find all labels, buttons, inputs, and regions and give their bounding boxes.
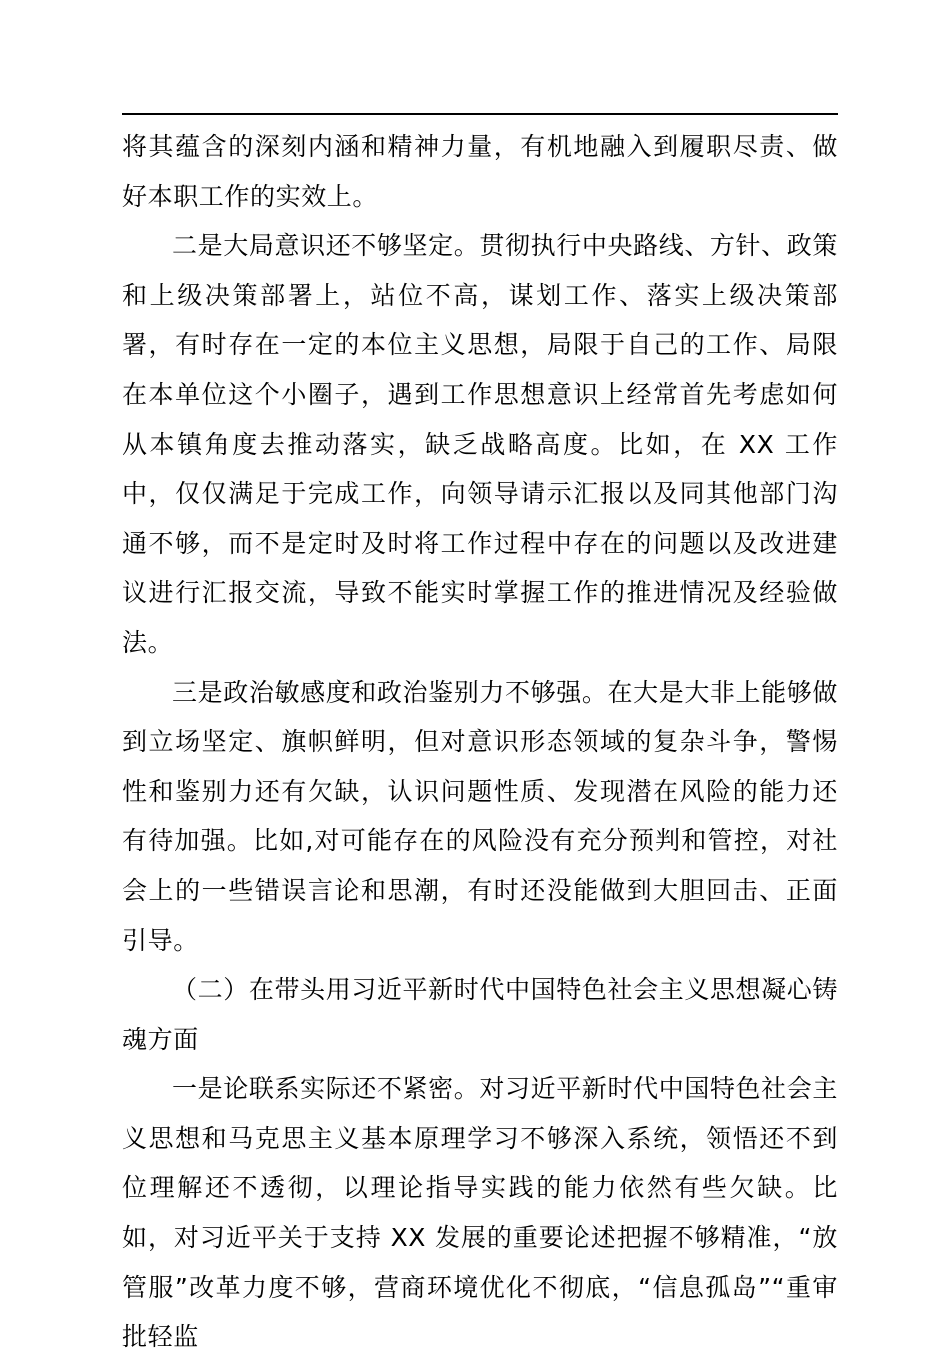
document-body: [122, 122, 838, 1362]
paragraph-overall-awareness: 二是大局意识还不够坚定。贯彻执行中央路线、方针、政策和上级决策部署上，站位不高，谋划工作、落实上级决策部署，有时存在一定的本位主义思想，局限于自己的工作、局限在本单位这个小圈子，遇到工作思想意识上经常首先考虑如何从本镇角度去推动落实，缺乏战略高度。比如，在 XX 工作中，仅仅满足于完成工作，向领导请示汇报以及同其他部门沟通不够，而不是定时及时将工作过程中存在的问题以及改进建议进行汇报交流，导致不能实时掌握工作的推进情况及经验做法。: [122, 231, 838, 657]
paragraph-theory-practice: 一是论联系实际还不紧密。对习近平新时代中国特色社会主义思想和马克思主义基本原理学习不够深入系统，领悟还不到位理解还不透彻，以理论指导实践的能力依然有些欠缺。比如，对习近平关于支持 XX 发展的重要论述把握不够精准，“放管服”改革力度不够，营商环境优化不彻底，“信息孤岛”“重审批轻监: [122, 1074, 838, 1352]
header-rule: [122, 113, 838, 115]
section-heading: （二）在带头用习近平新时代中国特色社会主义思想凝心铸魂方面: [122, 975, 838, 1054]
paragraph-continuation: 将其蕴含的深刻内涵和精神力量，有机地融入到履职尽责、做好本职工作的实效上。: [122, 132, 838, 211]
paragraph-political-sensitivity: 三是政治敏感度和政治鉴别力不够强。在大是大非上能够做到立场坚定、旗帜鲜明，但对意识形态领域的复杂斗争，警惕性和鉴别力还有欠缺，认识问题性质、发现潜在风险的能力还有待加强。比如,对可能存在的风险没有充分预判和管控，对社会上的一些错误言论和思潮，有时还没能做到大胆回击、正面引导。: [122, 677, 838, 955]
